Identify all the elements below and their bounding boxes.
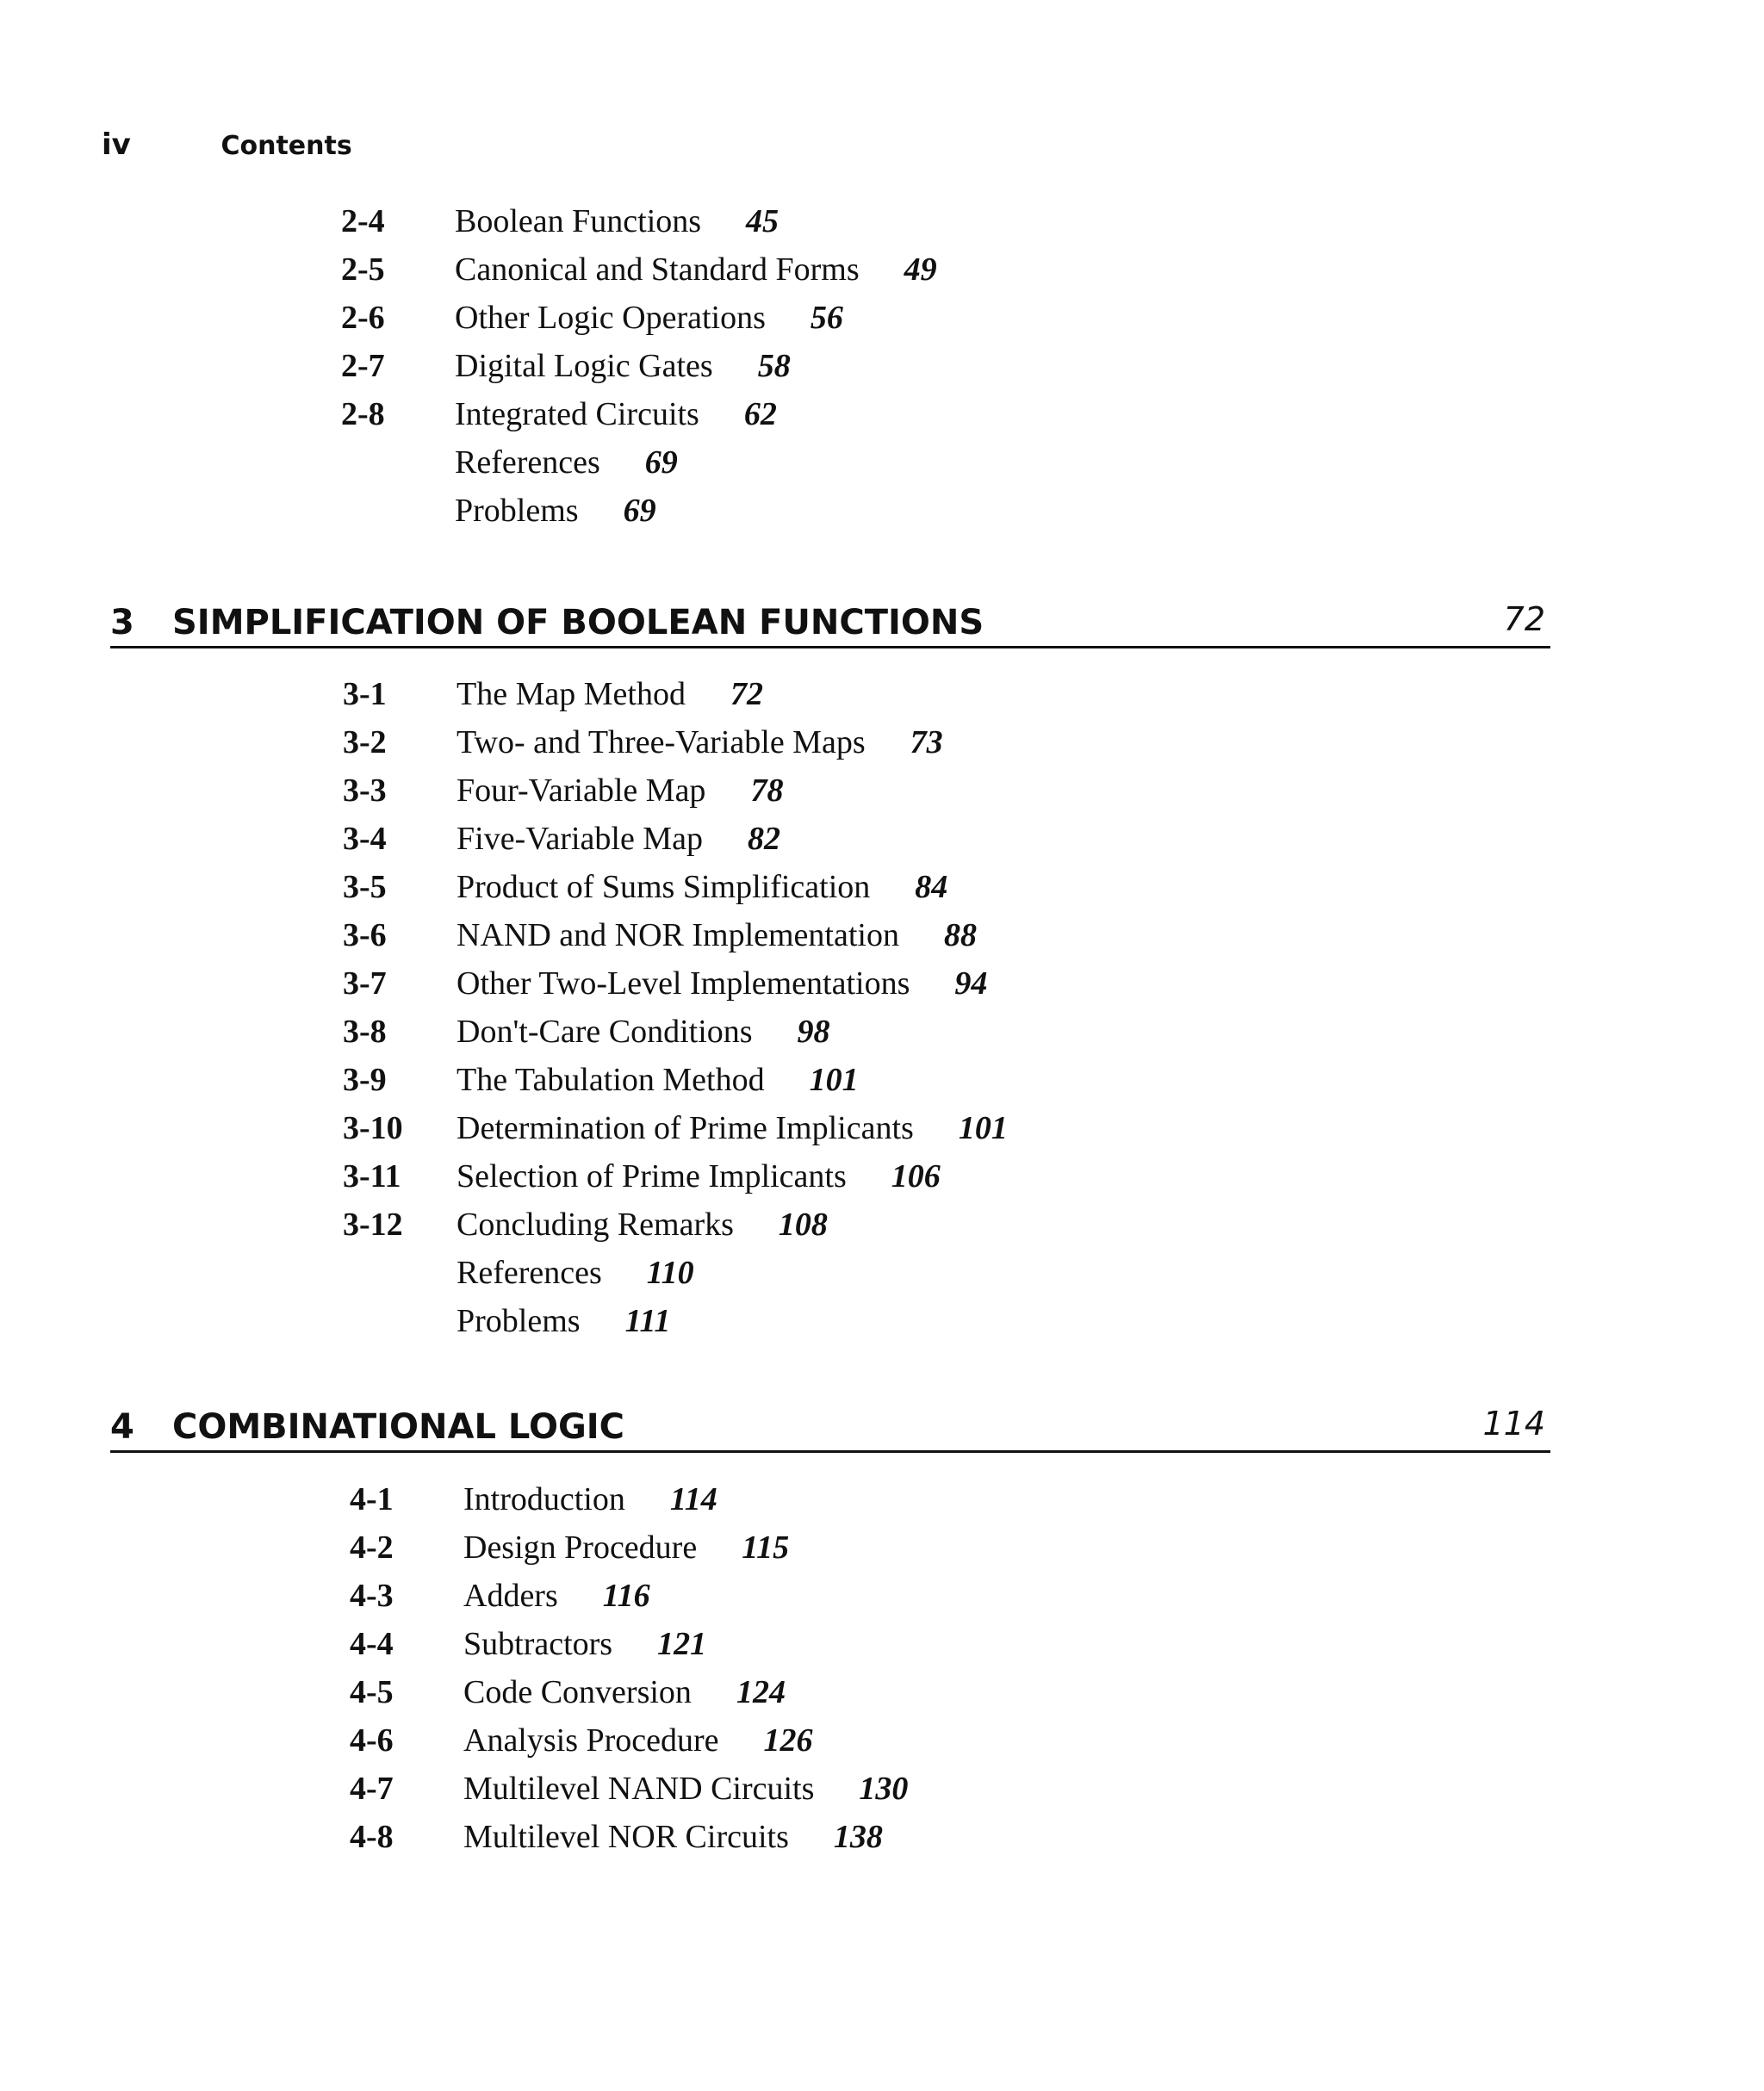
section-page: 130 xyxy=(859,1771,909,1807)
section-number: 4-2 xyxy=(350,1529,394,1566)
section-page: 56 xyxy=(810,300,843,336)
section-number: 2-8 xyxy=(341,396,385,432)
section-number: 3-1 xyxy=(343,676,387,712)
section-title: Product of Sums Simplification xyxy=(457,869,871,905)
chapter-page: 114 xyxy=(1482,1405,1545,1443)
chapter-number: 3 xyxy=(110,603,134,642)
section-number: 2-4 xyxy=(341,203,385,239)
section-title: Integrated Circuits xyxy=(455,396,699,432)
section-title: Concluding Remarks xyxy=(457,1207,734,1243)
section-number: 4-6 xyxy=(350,1722,394,1759)
section-title: Digital Logic Gates xyxy=(455,348,713,384)
section-page: 45 xyxy=(746,203,780,239)
section-number: 3-12 xyxy=(343,1207,403,1243)
section-title: Problems xyxy=(457,1303,581,1339)
section-title: Four-Variable Map xyxy=(457,772,706,809)
section-page: 126 xyxy=(763,1722,813,1759)
section-number: 4-5 xyxy=(350,1674,394,1710)
section-page: 114 xyxy=(669,1481,717,1517)
section-title: Design Procedure xyxy=(463,1529,698,1566)
section-page: 98 xyxy=(797,1014,830,1050)
section-page: 69 xyxy=(623,493,656,529)
chapter-title: SIMPLIFICATION OF BOOLEAN FUNCTIONS xyxy=(172,603,984,642)
section-title: Adders xyxy=(463,1578,558,1614)
section-title: Multilevel NAND Circuits xyxy=(463,1771,815,1807)
section-page: 110 xyxy=(646,1255,694,1291)
section-number: 3-7 xyxy=(343,965,387,1002)
section-title: References xyxy=(457,1255,602,1291)
section-page: 49 xyxy=(904,251,937,288)
section-page: 73 xyxy=(910,724,943,760)
section-page: 138 xyxy=(833,1819,883,1855)
section-number: 3-9 xyxy=(343,1062,387,1098)
section-page: 116 xyxy=(602,1578,650,1614)
section-page: 62 xyxy=(743,396,777,432)
section-title: The Map Method xyxy=(457,676,686,712)
chapter-title: COMBINATIONAL LOGIC xyxy=(172,1407,625,1447)
section-number: 3-3 xyxy=(343,772,387,809)
section-title: Problems xyxy=(455,493,579,529)
section-title: Subtractors xyxy=(463,1626,613,1662)
section-page: 69 xyxy=(644,444,678,481)
section-page: 115 xyxy=(742,1529,790,1566)
section-title: The Tabulation Method xyxy=(457,1062,765,1098)
section-page: 88 xyxy=(943,917,977,953)
section-title: Two- and Three-Variable Maps xyxy=(457,724,866,760)
section-page: 82 xyxy=(747,821,780,857)
page-folio: iv xyxy=(102,127,131,162)
section-number: 2-7 xyxy=(341,348,385,384)
chapter-page: 72 xyxy=(1503,600,1545,638)
section-page: 94 xyxy=(954,965,988,1002)
section-page: 72 xyxy=(730,676,763,712)
running-head xyxy=(102,127,352,164)
section-page: 108 xyxy=(778,1207,828,1243)
section-title: Don't-Care Conditions xyxy=(457,1014,753,1050)
section-number: 2-6 xyxy=(341,300,385,336)
section-title: Code Conversion xyxy=(463,1674,692,1710)
section-title: Other Two-Level Implementations xyxy=(457,965,910,1002)
section-page: 111 xyxy=(624,1303,671,1339)
section-title: References xyxy=(455,444,600,481)
section-title: Canonical and Standard Forms xyxy=(455,251,860,288)
section-title: Five-Variable Map xyxy=(457,821,703,857)
section-title: NAND and NOR Implementation xyxy=(457,917,899,953)
chapter-heading[interactable] xyxy=(110,1404,1550,1453)
section-number: 4-3 xyxy=(350,1578,394,1614)
section-page: 78 xyxy=(750,772,784,809)
section-page: 101 xyxy=(809,1062,859,1098)
section-number: 4-4 xyxy=(350,1626,394,1662)
section-number: 3-6 xyxy=(343,917,387,953)
section-page: 106 xyxy=(891,1158,941,1194)
section-title: Determination of Prime Implicants xyxy=(457,1110,914,1146)
section-number: 3-11 xyxy=(343,1158,401,1194)
section-number: 3-8 xyxy=(343,1014,387,1050)
section-page: 84 xyxy=(915,869,948,905)
section-number: 4-1 xyxy=(350,1481,394,1517)
section-number: 3-2 xyxy=(343,724,387,760)
running-head-title: Contents xyxy=(220,131,352,161)
section-page: 58 xyxy=(757,348,791,384)
section-number: 2-5 xyxy=(341,251,385,288)
section-number: 3-5 xyxy=(343,869,387,905)
section-page: 101 xyxy=(958,1110,1008,1146)
section-title: Introduction xyxy=(463,1481,625,1517)
section-title: Selection of Prime Implicants xyxy=(457,1158,847,1194)
section-title: Other Logic Operations xyxy=(455,300,766,336)
chapter-number: 4 xyxy=(110,1407,134,1447)
section-title: Boolean Functions xyxy=(455,203,702,239)
section-number: 4-8 xyxy=(350,1819,394,1855)
section-title: Analysis Procedure xyxy=(463,1722,719,1759)
section-number: 4-7 xyxy=(350,1771,394,1807)
section-page: 124 xyxy=(736,1674,786,1710)
section-title: Multilevel NOR Circuits xyxy=(463,1819,789,1855)
section-number: 3-4 xyxy=(343,821,387,857)
chapter-heading[interactable] xyxy=(110,599,1550,648)
section-number: 3-10 xyxy=(343,1110,403,1146)
section-page: 121 xyxy=(657,1626,707,1662)
